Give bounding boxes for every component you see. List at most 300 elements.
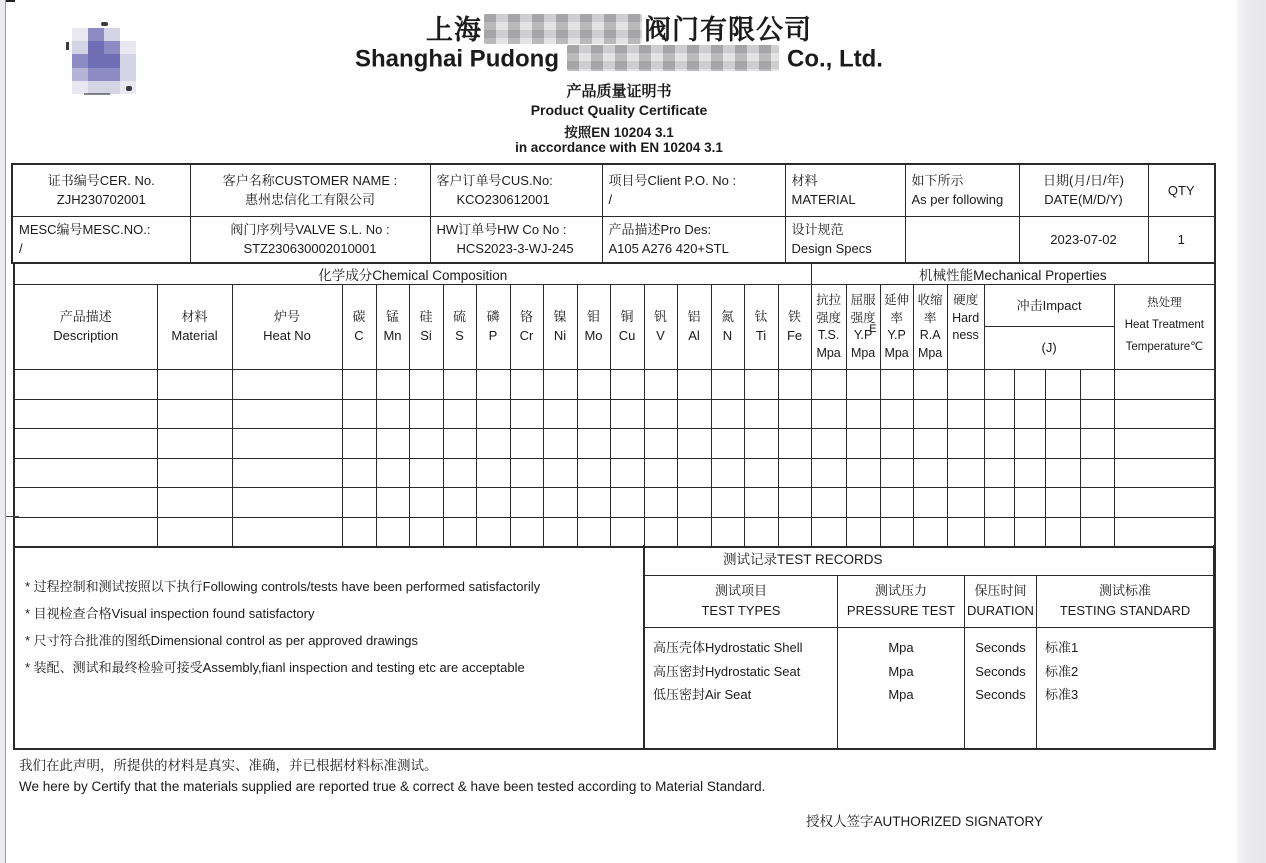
empty-cell <box>778 399 811 429</box>
company-name-cn-suffix: 阀门有限公司 <box>644 15 812 45</box>
empty-cell <box>947 370 984 400</box>
empty-cell <box>157 429 232 459</box>
yp-line: 强度 <box>850 310 876 325</box>
element-col-header-al <box>677 285 711 370</box>
empty-cell <box>1045 429 1080 459</box>
as-per-value-cell <box>905 216 1019 263</box>
ts-line: Mpa <box>816 345 841 360</box>
empty-cell <box>846 429 880 459</box>
empty-cell <box>1080 458 1114 488</box>
design-specs-label-cn: 设计规范 <box>791 222 844 238</box>
composition-table <box>13 262 1216 548</box>
element-cn: 铝 <box>687 309 701 324</box>
empty-cell <box>913 488 947 518</box>
el-line: 延伸 <box>884 293 910 307</box>
empty-cell <box>744 429 778 459</box>
impact-label: 冲击Impact <box>985 285 1114 327</box>
element-col-header-fe <box>778 285 811 370</box>
empty-data-row <box>14 429 1215 459</box>
empty-cell <box>644 517 677 547</box>
empty-cell <box>476 517 510 547</box>
empty-cell <box>14 370 157 400</box>
hard-line: ness <box>952 328 979 342</box>
as-per-label-en: As per following <box>911 192 1004 208</box>
empty-cell <box>1014 370 1045 400</box>
yield-strength-col-header <box>846 285 880 370</box>
empty-cell <box>1114 429 1215 459</box>
empty-cell <box>376 399 409 429</box>
element-cn: 铬 <box>519 309 533 324</box>
empty-cell <box>744 488 778 518</box>
product-description-label: 产品描述Pro Des: <box>608 222 712 238</box>
redacted-text-block <box>484 14 642 44</box>
empty-cell <box>232 370 342 400</box>
element-symbol: N <box>722 328 733 343</box>
empty-cell <box>913 517 947 547</box>
empty-cell <box>610 370 644 400</box>
empty-cell <box>409 429 443 459</box>
empty-cell <box>913 429 947 459</box>
customer-name-label: 客户名称CUSTOMER NAME : <box>222 173 398 189</box>
note-line-1: * 过程控制和测试按照以下执行Following controls/tests have been performed satisfactorily <box>25 579 541 594</box>
empty-cell <box>577 370 610 400</box>
empty-cell <box>1114 517 1215 547</box>
ra-line: 收缩 <box>917 293 943 307</box>
empty-data-row <box>14 517 1215 547</box>
note-line-4: * 装配、测试和最终检验可接受Assembly,fianl inspection and testing etc are acceptable <box>25 660 525 675</box>
empty-cell <box>711 458 744 488</box>
scan-artifact-line <box>6 516 19 517</box>
empty-cell <box>811 488 846 518</box>
empty-cell <box>1080 517 1114 547</box>
pressure-row: Mpa <box>888 663 914 679</box>
date-value-cell: 2023-07-02 <box>1019 216 1148 263</box>
empty-cell <box>510 517 543 547</box>
empty-cell <box>677 370 711 400</box>
heat-treatment-col-header <box>1114 285 1215 370</box>
empty-cell <box>1045 517 1080 547</box>
redacted-text-block <box>567 45 779 71</box>
empty-cell <box>1114 488 1215 518</box>
empty-cell <box>880 517 913 547</box>
empty-cell <box>476 370 510 400</box>
empty-data-row <box>14 370 1215 400</box>
product-description-value: A105 A276 420+STL <box>608 241 729 257</box>
element-symbol: S <box>455 328 464 343</box>
standard-row: 标准2 <box>1044 663 1079 679</box>
empty-cell <box>376 517 409 547</box>
empty-cell <box>510 370 543 400</box>
qty-value-cell: 1 <box>1148 216 1215 263</box>
test-type-row: 低压密封Air Seat <box>652 687 752 702</box>
empty-cell <box>443 458 476 488</box>
element-col-header-c <box>342 285 376 370</box>
customer-order-cell <box>430 164 602 216</box>
empty-cell <box>711 399 744 429</box>
empty-cell <box>14 488 157 518</box>
doc-standard-en: in accordance with EN 10204 3.1 <box>515 140 723 155</box>
empty-cell <box>711 517 744 547</box>
mechanical-properties-section-title: 机械性能Mechanical Properties <box>811 263 1215 285</box>
pressure-values <box>837 628 964 750</box>
element-col-header-p <box>476 285 510 370</box>
impact-unit: (J) <box>1041 340 1057 355</box>
yp-line: Y.P <box>853 328 873 342</box>
empty-cell <box>157 458 232 488</box>
pressure-row: Mpa <box>888 640 914 655</box>
elongation-col-header <box>880 285 913 370</box>
element-symbol: Mn <box>383 328 402 343</box>
element-cn: 碳 <box>352 309 366 324</box>
reduction-area-col-header <box>913 285 947 370</box>
empty-cell <box>342 399 376 429</box>
empty-cell <box>811 429 846 459</box>
empty-cell <box>644 399 677 429</box>
cer-no-value: ZJH230702001 <box>56 192 146 208</box>
element-cn: 铁 <box>788 309 802 324</box>
customer-name-cell <box>190 164 430 216</box>
heat-no-header-en: Heat No <box>263 328 311 343</box>
empty-cell <box>342 488 376 518</box>
empty-cell <box>577 429 610 459</box>
element-cn: 磷 <box>486 309 500 324</box>
element-symbol: P <box>488 328 498 343</box>
empty-cell <box>610 399 644 429</box>
empty-cell <box>443 488 476 518</box>
empty-cell <box>1014 517 1045 547</box>
company-name-cn <box>6 8 1232 50</box>
client-po-value: / <box>608 192 613 208</box>
empty-cell <box>409 517 443 547</box>
element-symbol: Cu <box>618 328 636 343</box>
empty-cell <box>913 370 947 400</box>
date-label-en: DATE(M/D/Y) <box>1044 192 1123 208</box>
duration-row: Seconds <box>975 687 1026 702</box>
empty-cell <box>1045 488 1080 518</box>
empty-cell <box>443 429 476 459</box>
customer-order-value: KCO230612001 <box>456 192 550 208</box>
element-symbol: C <box>354 328 364 343</box>
empty-cell <box>376 488 409 518</box>
element-col-header-cu <box>610 285 644 370</box>
yp-line: Mpa <box>850 345 876 360</box>
ht-line: Temperature℃ <box>1125 341 1204 353</box>
date-label-cn: 日期(月/日/年) <box>1043 173 1124 189</box>
material-cell <box>785 164 905 216</box>
empty-cell <box>644 429 677 459</box>
mesc-no-cell <box>12 216 190 263</box>
duration-row: Seconds <box>975 663 1026 679</box>
empty-cell <box>880 399 913 429</box>
empty-cell <box>947 488 984 518</box>
element-symbol: Si <box>420 328 432 343</box>
material-header-en: Material <box>171 328 218 343</box>
empty-cell <box>778 517 811 547</box>
duration-header-en: DURATION <box>967 603 1034 618</box>
empty-cell <box>1014 429 1045 459</box>
empty-cell <box>543 488 577 518</box>
el-line: Y.P <box>887 328 906 342</box>
empty-cell <box>677 399 711 429</box>
empty-cell <box>543 458 577 488</box>
client-po-label: 项目号Client P.O. No : <box>608 173 737 189</box>
ts-line: 强度 <box>816 310 842 325</box>
element-cn: 镍 <box>553 309 567 324</box>
chemical-composition-section-title: 化学成分Chemical Composition <box>14 263 811 285</box>
empty-cell <box>913 458 947 488</box>
hard-line: Hard <box>952 310 980 325</box>
empty-cell <box>811 399 846 429</box>
element-col-header-mo <box>577 285 610 370</box>
empty-cell <box>232 458 342 488</box>
empty-cell <box>1014 488 1045 518</box>
date-header-cell <box>1019 164 1148 216</box>
empty-cell <box>677 458 711 488</box>
material-label-en: MATERIAL <box>791 192 856 208</box>
duration-row: Seconds <box>975 640 1026 655</box>
description-header-en: Description <box>53 328 119 343</box>
element-cn: 硅 <box>419 309 433 324</box>
description-col-header <box>14 285 157 370</box>
declaration-cn: 我们在此声明，所提供的材料是真实、准确，并已根据材料标准测试。 <box>19 758 438 773</box>
element-col-header-cr <box>510 285 543 370</box>
element-symbol: Mo <box>584 328 603 343</box>
empty-cell <box>577 399 610 429</box>
duration-values <box>964 628 1036 750</box>
standard-values <box>1036 628 1213 750</box>
valve-sl-value: STZ230630002010001 <box>243 241 377 257</box>
pressure-header-cn: 测试压力 <box>874 583 927 598</box>
test-records-title: 测试记录TEST RECORDS <box>644 545 1213 576</box>
empty-cell <box>342 517 376 547</box>
hw-order-label: HW订单号HW Co No : <box>436 222 567 238</box>
customer-order-label: 客户订单号CUS.No: <box>436 173 553 189</box>
doc-title-cn: 产品质量证明书 <box>566 83 672 100</box>
empty-cell <box>409 370 443 400</box>
empty-cell <box>157 488 232 518</box>
empty-cell <box>644 458 677 488</box>
standard-row: 标准1 <box>1044 640 1079 655</box>
empty-cell <box>543 429 577 459</box>
note-line-3: * 尺寸符合批准的图纸Dimensional control as per approved drawings <box>25 633 419 648</box>
empty-cell <box>476 429 510 459</box>
el-line: Mpa <box>884 345 909 360</box>
empty-cell <box>677 517 711 547</box>
mesc-no-label: MESC编号MESC.NO.: <box>19 222 151 238</box>
element-col-header-ni <box>543 285 577 370</box>
standard-row: 标准3 <box>1044 687 1079 702</box>
empty-cell <box>510 458 543 488</box>
company-name-en <box>6 45 1232 75</box>
empty-cell <box>342 370 376 400</box>
bottom-section <box>13 545 1216 750</box>
ts-line: T.S. <box>817 328 840 342</box>
empty-cell <box>711 429 744 459</box>
pressure-row: Mpa <box>888 687 914 702</box>
empty-cell <box>14 517 157 547</box>
empty-cell <box>510 399 543 429</box>
empty-cell <box>543 370 577 400</box>
empty-cell <box>1014 399 1045 429</box>
valve-sl-cell <box>190 216 430 263</box>
element-cn: 钼 <box>586 309 600 324</box>
empty-cell <box>610 488 644 518</box>
empty-cell <box>913 399 947 429</box>
description-header-cn: 产品描述 <box>59 309 112 324</box>
empty-cell <box>232 399 342 429</box>
element-col-header-si <box>409 285 443 370</box>
empty-cell <box>846 458 880 488</box>
empty-cell <box>984 429 1014 459</box>
empty-cell <box>577 458 610 488</box>
empty-cell <box>1045 458 1080 488</box>
element-col-header-v <box>644 285 677 370</box>
valve-sl-label: 阀门序列号VALVE S.L. No : <box>230 222 390 238</box>
empty-cell <box>14 429 157 459</box>
empty-cell <box>342 429 376 459</box>
empty-cell <box>577 488 610 518</box>
ht-line: 热处理 <box>1147 297 1182 309</box>
empty-cell <box>744 399 778 429</box>
empty-cell <box>543 517 577 547</box>
design-specs-label-en: Design Specs <box>791 241 872 257</box>
empty-cell <box>409 399 443 429</box>
as-per-following-cell <box>905 164 1019 216</box>
empty-cell <box>846 517 880 547</box>
impact-col-header <box>984 285 1114 370</box>
duration-header-cn: 保压时间 <box>974 583 1027 598</box>
element-col-header-mn <box>376 285 409 370</box>
empty-cell <box>157 370 232 400</box>
note-line-2: * 目视检查合格Visual inspection found satisfactory <box>25 606 315 621</box>
test-types-header-cn: 测试项目 <box>714 583 767 598</box>
empty-cell <box>577 517 610 547</box>
empty-cell <box>677 429 711 459</box>
empty-cell <box>376 458 409 488</box>
test-types-col-header <box>644 576 837 628</box>
empty-cell <box>744 517 778 547</box>
heat-no-col-header <box>232 285 342 370</box>
empty-cell <box>232 517 342 547</box>
ra-line: 率 <box>923 310 937 325</box>
cer-no-label: 证书编号CER. No. <box>47 173 155 189</box>
empty-cell <box>984 517 1014 547</box>
design-specs-cell <box>785 216 905 263</box>
empty-cell <box>984 399 1014 429</box>
empty-cell <box>984 370 1014 400</box>
empty-cell <box>880 370 913 400</box>
ra-line: Mpa <box>917 345 943 360</box>
empty-cell <box>543 399 577 429</box>
hw-order-cell <box>430 216 602 263</box>
empty-cell <box>947 429 984 459</box>
empty-cell <box>778 488 811 518</box>
element-cn: 硫 <box>452 309 466 324</box>
element-symbol: Cr <box>519 328 534 343</box>
empty-cell <box>984 488 1014 518</box>
element-symbol: Al <box>688 328 700 343</box>
empty-cell <box>1045 370 1080 400</box>
ts-line: 抗拉 <box>816 293 842 307</box>
empty-cell <box>744 370 778 400</box>
company-name-cn-prefix: 上海 <box>426 15 482 45</box>
empty-cell <box>510 429 543 459</box>
mesc-no-value: / <box>19 241 23 257</box>
empty-cell <box>232 488 342 518</box>
heat-no-header-cn: 炉号 <box>273 309 300 324</box>
doc-standard-cn: 按照EN 10204 3.1 <box>564 125 674 140</box>
duration-col-header <box>964 576 1036 628</box>
pressure-header-en: PRESSURE TEST <box>846 603 956 618</box>
test-type-row: 高压密封Hydrostatic Seat <box>652 663 801 679</box>
standard-header-cn: 测试标准 <box>1098 583 1151 598</box>
empty-cell <box>1114 458 1215 488</box>
standard-header-en: TESTING STANDARD <box>1059 603 1191 618</box>
test-records-table <box>644 545 1214 750</box>
empty-cell <box>711 488 744 518</box>
empty-cell <box>1080 399 1114 429</box>
empty-cell <box>778 458 811 488</box>
empty-cell <box>157 399 232 429</box>
empty-cell <box>1014 458 1045 488</box>
certificate-info-table <box>11 163 1216 264</box>
test-type-row: 高压壳体Hydrostatic Shell <box>652 640 803 655</box>
empty-cell <box>984 458 1014 488</box>
test-types-values <box>644 628 837 750</box>
material-label-cn: 材料 <box>791 173 818 189</box>
empty-cell <box>947 517 984 547</box>
element-cn: 锰 <box>385 309 399 324</box>
empty-cell <box>778 370 811 400</box>
empty-cell <box>711 370 744 400</box>
empty-cell <box>1080 429 1114 459</box>
empty-cell <box>644 488 677 518</box>
empty-cell <box>610 458 644 488</box>
empty-cell <box>846 370 880 400</box>
element-symbol: V <box>656 328 665 343</box>
viewer-background-strip <box>1237 0 1266 863</box>
el-line: 率 <box>890 310 903 325</box>
empty-cell <box>14 399 157 429</box>
empty-cell <box>1114 399 1215 429</box>
empty-cell <box>510 488 543 518</box>
empty-cell <box>811 517 846 547</box>
empty-cell <box>376 429 409 459</box>
empty-cell <box>443 399 476 429</box>
testing-standard-col-header <box>1036 576 1213 628</box>
empty-cell <box>1080 488 1114 518</box>
element-col-header-n <box>711 285 744 370</box>
element-cn: 钛 <box>754 309 768 324</box>
empty-cell <box>443 370 476 400</box>
empty-cell <box>644 370 677 400</box>
empty-cell <box>1114 370 1215 400</box>
element-cn: 钒 <box>653 309 667 324</box>
certificate-sheet <box>5 0 1237 863</box>
tensile-strength-col-header <box>811 285 846 370</box>
empty-cell <box>880 429 913 459</box>
element-symbol: Ti <box>755 328 767 343</box>
pressure-test-col-header <box>837 576 964 628</box>
yp-line: 屈服 <box>850 293 876 307</box>
empty-cell <box>232 429 342 459</box>
empty-cell <box>811 370 846 400</box>
empty-cell <box>476 458 510 488</box>
material-header-cn: 材料 <box>181 309 208 324</box>
element-col-header-s <box>443 285 476 370</box>
empty-cell <box>846 488 880 518</box>
hw-order-value: HCS2023-3-WJ-245 <box>456 241 574 257</box>
